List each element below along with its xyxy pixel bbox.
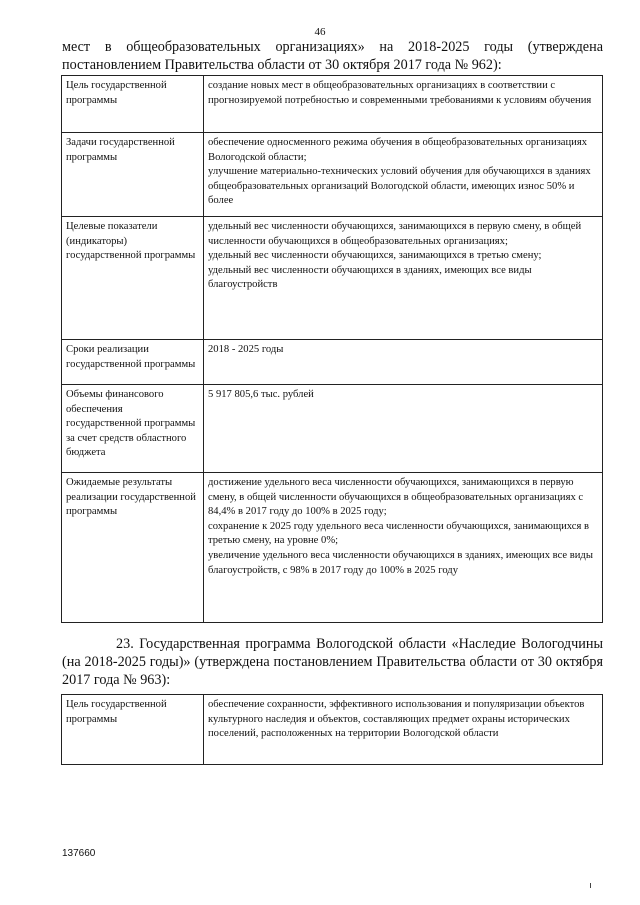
value-line: достижение удельного веса численности обучающихся, занимающихся в первую смену, в общей численности обучающихся в общеобразовательных организациях с 84,4% в 2017 году до 100% в 2025 году; — [208, 477, 584, 518]
row-value-tasks — [204, 133, 603, 217]
program-intro-paragraph: мест в общеобразовательных организациях» на 2018-2025 годы (утверждена постановлением Правительства области от 30 октября 2017 года № 962): — [62, 39, 603, 73]
row-label-expected-results: Ожидаемые результаты реализации государственной программы — [62, 473, 204, 623]
heritage-program-table — [61, 694, 603, 765]
row-label-indicators: Целевые показатели (индикаторы) государственной программы — [62, 217, 204, 340]
row-value-indicators — [204, 217, 603, 340]
program-23-heading: 23. Государственная программа Вологодской области «Наследие Вологодчины (на 2018-2025 годы)» (утверждена постановлением Правительства области от 30 октября 2017 года № 963): — [62, 636, 603, 688]
row-value-timeline — [204, 340, 603, 385]
value-line: 2018 - 2025 годы — [208, 344, 284, 355]
value-line: улучшение материально-технических условий обучения для обучающихся в зданиях общеобразовательных организаций Вологодской области, имеющих износ 50% и более — [208, 166, 591, 207]
table-row — [62, 217, 603, 340]
table-row — [62, 695, 603, 765]
row-value-funding — [204, 385, 603, 473]
document-code: 137660 — [62, 848, 96, 859]
value-line: удельный вес численности обучающихся, занимающихся в первую смену, в общей численности обучающихся в общеобразовательных организациях; — [208, 221, 582, 247]
table-row — [62, 385, 603, 473]
page-number: 46 — [314, 26, 326, 38]
row-label-goal: Цель государственной программы — [62, 76, 204, 133]
row-label-goal: Цель государственной программы — [62, 695, 204, 765]
value-line: обеспечение односменного режима обучения в общеобразовательных организациях Вологодской области; — [208, 137, 588, 163]
row-label-funding: Объемы финансового обеспечения государственной программы за счет средств областного бюджета — [62, 385, 204, 473]
scan-mark — [590, 883, 591, 888]
row-value-goal — [204, 695, 603, 765]
row-label-tasks: Задачи государственной программы — [62, 133, 204, 217]
row-value-expected-results — [204, 473, 603, 623]
value-line: удельный вес численности обучающихся в зданиях, имеющих все виды благоустройств — [208, 264, 532, 291]
table-row — [62, 76, 603, 133]
value-line: сохранение к 2025 году удельного веса численности обучающихся, занимающихся в третью смену, на уровне 0%; — [208, 520, 590, 547]
value-line: обеспечение сохранности, эффективного использования и популяризации объектов культурного наследия и объектов, составляющих предмет охраны исторических поселений, расположенных на территории Вологодской области — [208, 699, 585, 740]
table-row — [62, 133, 603, 217]
row-value-goal — [204, 76, 603, 133]
program-passport-table — [61, 75, 603, 623]
value-line: увеличение удельного веса численности обучающихся в зданиях, имеющих все виды благоустройств, с 98% в 2017 году до 100% в 2025 году — [208, 549, 593, 576]
value-line: 5 917 805,6 тыс. рублей — [208, 389, 314, 400]
value-line: создание новых мест в общеобразовательных организациях в соответствии с прогнозируемой потребностью и современными требованиями к условиям обучения — [208, 80, 592, 106]
value-line: удельный вес численности обучающихся, занимающихся в третью смену; — [208, 250, 542, 262]
table-row — [62, 340, 603, 385]
row-label-timeline: Сроки реализации государственной программы — [62, 340, 204, 385]
table-row — [62, 473, 603, 623]
